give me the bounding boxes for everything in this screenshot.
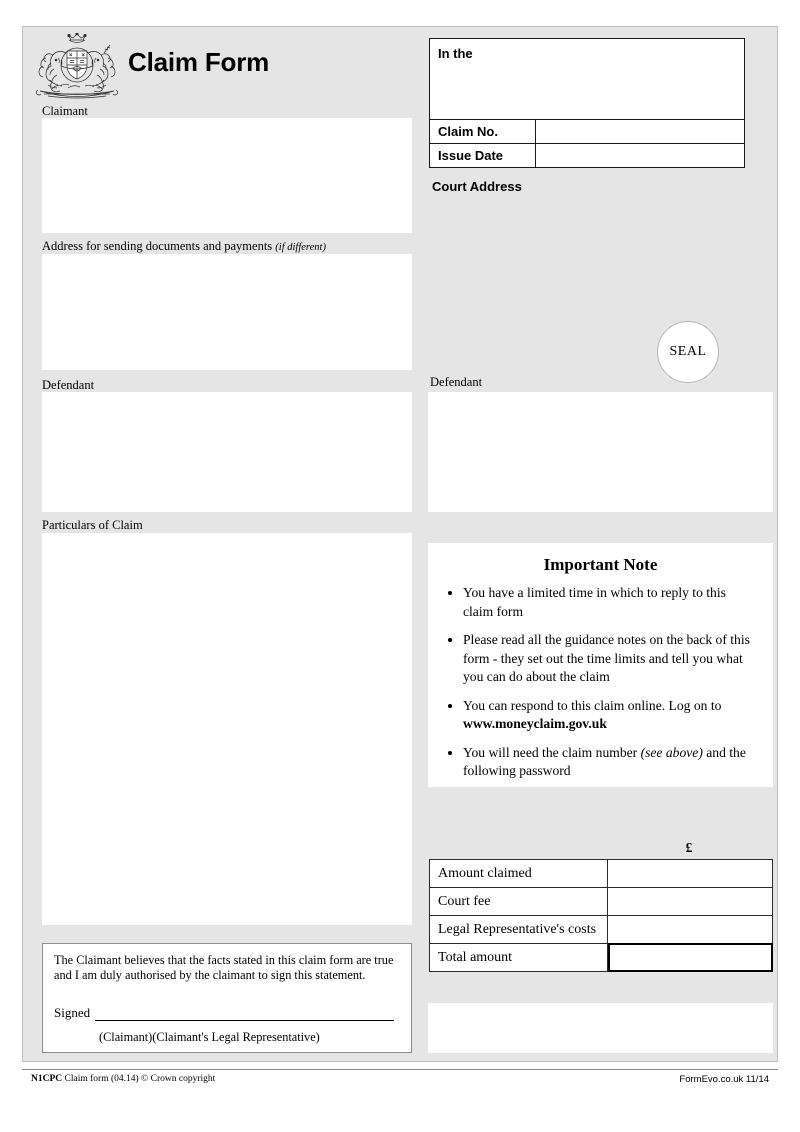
amounts-row xyxy=(430,943,772,971)
important-note-bullet xyxy=(463,584,759,621)
signed-row xyxy=(54,1005,394,1021)
important-note-title: Important Note xyxy=(543,555,658,574)
defendant-label-right: Defendant xyxy=(430,375,483,389)
bullet-text-part: Please read all the guidance notes on the back of this form - they set out the time limits and tell you what you can do about the claim xyxy=(463,632,750,684)
amounts-row xyxy=(430,887,772,915)
claimant-input[interactable] xyxy=(42,118,412,233)
footer-copyright: Claim form (04.14) © Crown copyright xyxy=(62,1074,216,1084)
amounts-row-label: Total amount xyxy=(430,944,608,971)
signed-label: Signed xyxy=(54,1005,91,1020)
important-note-bullet xyxy=(463,631,759,687)
important-note-bullet xyxy=(463,744,759,781)
amounts-row-input[interactable] xyxy=(608,888,772,915)
claimant-label: Claimant xyxy=(42,104,88,118)
amounts-row-label: Amount claimed xyxy=(430,860,608,887)
bullet-text-part: You will need the claim number xyxy=(463,744,641,760)
in-the-row[interactable] xyxy=(430,39,744,119)
amounts-row-label: Court fee xyxy=(430,888,608,915)
issue-date-row xyxy=(430,143,744,167)
amounts-row-input[interactable] xyxy=(608,916,772,943)
particulars-label: Particulars of Claim xyxy=(42,518,143,532)
amounts-row-input[interactable] xyxy=(608,943,773,972)
amounts-row xyxy=(430,860,772,887)
bullet-text-part: (see above) xyxy=(640,744,703,760)
claim-no-row xyxy=(430,119,744,143)
bullet-text-part: You have a limited time in which to reply to this claim form xyxy=(463,585,726,619)
amounts-row-input[interactable] xyxy=(608,860,772,887)
signature-caption: (Claimant)(Claimant's Legal Representative) xyxy=(99,1030,320,1044)
issue-date-label: Issue Date xyxy=(430,144,536,167)
seal-label: SEAL xyxy=(669,344,707,359)
page-title: Claim Form xyxy=(128,47,270,77)
court-address-label: Court Address xyxy=(432,179,522,194)
issue-date-input[interactable] xyxy=(536,144,744,167)
claim-no-input[interactable] xyxy=(536,120,744,143)
statement-of-truth-box xyxy=(42,943,412,1053)
important-note-list xyxy=(442,584,759,781)
court-address-input[interactable] xyxy=(429,196,773,316)
footer-left-text xyxy=(31,1074,215,1084)
currency-symbol-label: £ xyxy=(685,840,693,855)
defendant-label-left: Defendant xyxy=(42,378,95,392)
court-seal xyxy=(657,321,719,383)
bullet-text-part: You can respond to this claim online. Log on to xyxy=(463,697,722,713)
address-input[interactable] xyxy=(42,254,412,370)
royal-coat-of-arms-icon xyxy=(30,33,124,103)
statement-of-truth-text: The Claimant believes that the facts stated in this claim form are true and I am duly authorised by the claimant to sign this statement. xyxy=(54,953,394,982)
notes-input[interactable] xyxy=(428,1003,773,1053)
important-note-bullet xyxy=(463,697,759,734)
bullet-text-part: www.moneyclaim.gov.uk xyxy=(463,716,607,731)
particulars-input[interactable] xyxy=(42,533,412,925)
footer-divider xyxy=(22,1069,778,1070)
bullet-text-part: and the following password xyxy=(463,744,746,778)
amounts-row-label: Legal Representative's costs xyxy=(430,916,608,943)
amounts-table xyxy=(429,859,773,972)
defendant-input-left[interactable] xyxy=(42,392,412,512)
address-label-note: (if different) xyxy=(275,242,326,253)
footer-right-text: FormEvo.co.uk 11/14 xyxy=(679,1074,769,1085)
form-code: N1CPC xyxy=(31,1074,63,1084)
defendant-input-right[interactable] xyxy=(428,392,773,512)
amounts-row xyxy=(430,915,772,943)
court-details-table xyxy=(429,38,745,168)
important-note-panel xyxy=(428,543,773,787)
in-the-label: In the xyxy=(438,46,473,61)
claim-no-label: Claim No. xyxy=(430,120,536,143)
signature-input[interactable] xyxy=(95,1007,394,1021)
address-label: Address for sending documents and payments (if different) xyxy=(42,239,326,253)
